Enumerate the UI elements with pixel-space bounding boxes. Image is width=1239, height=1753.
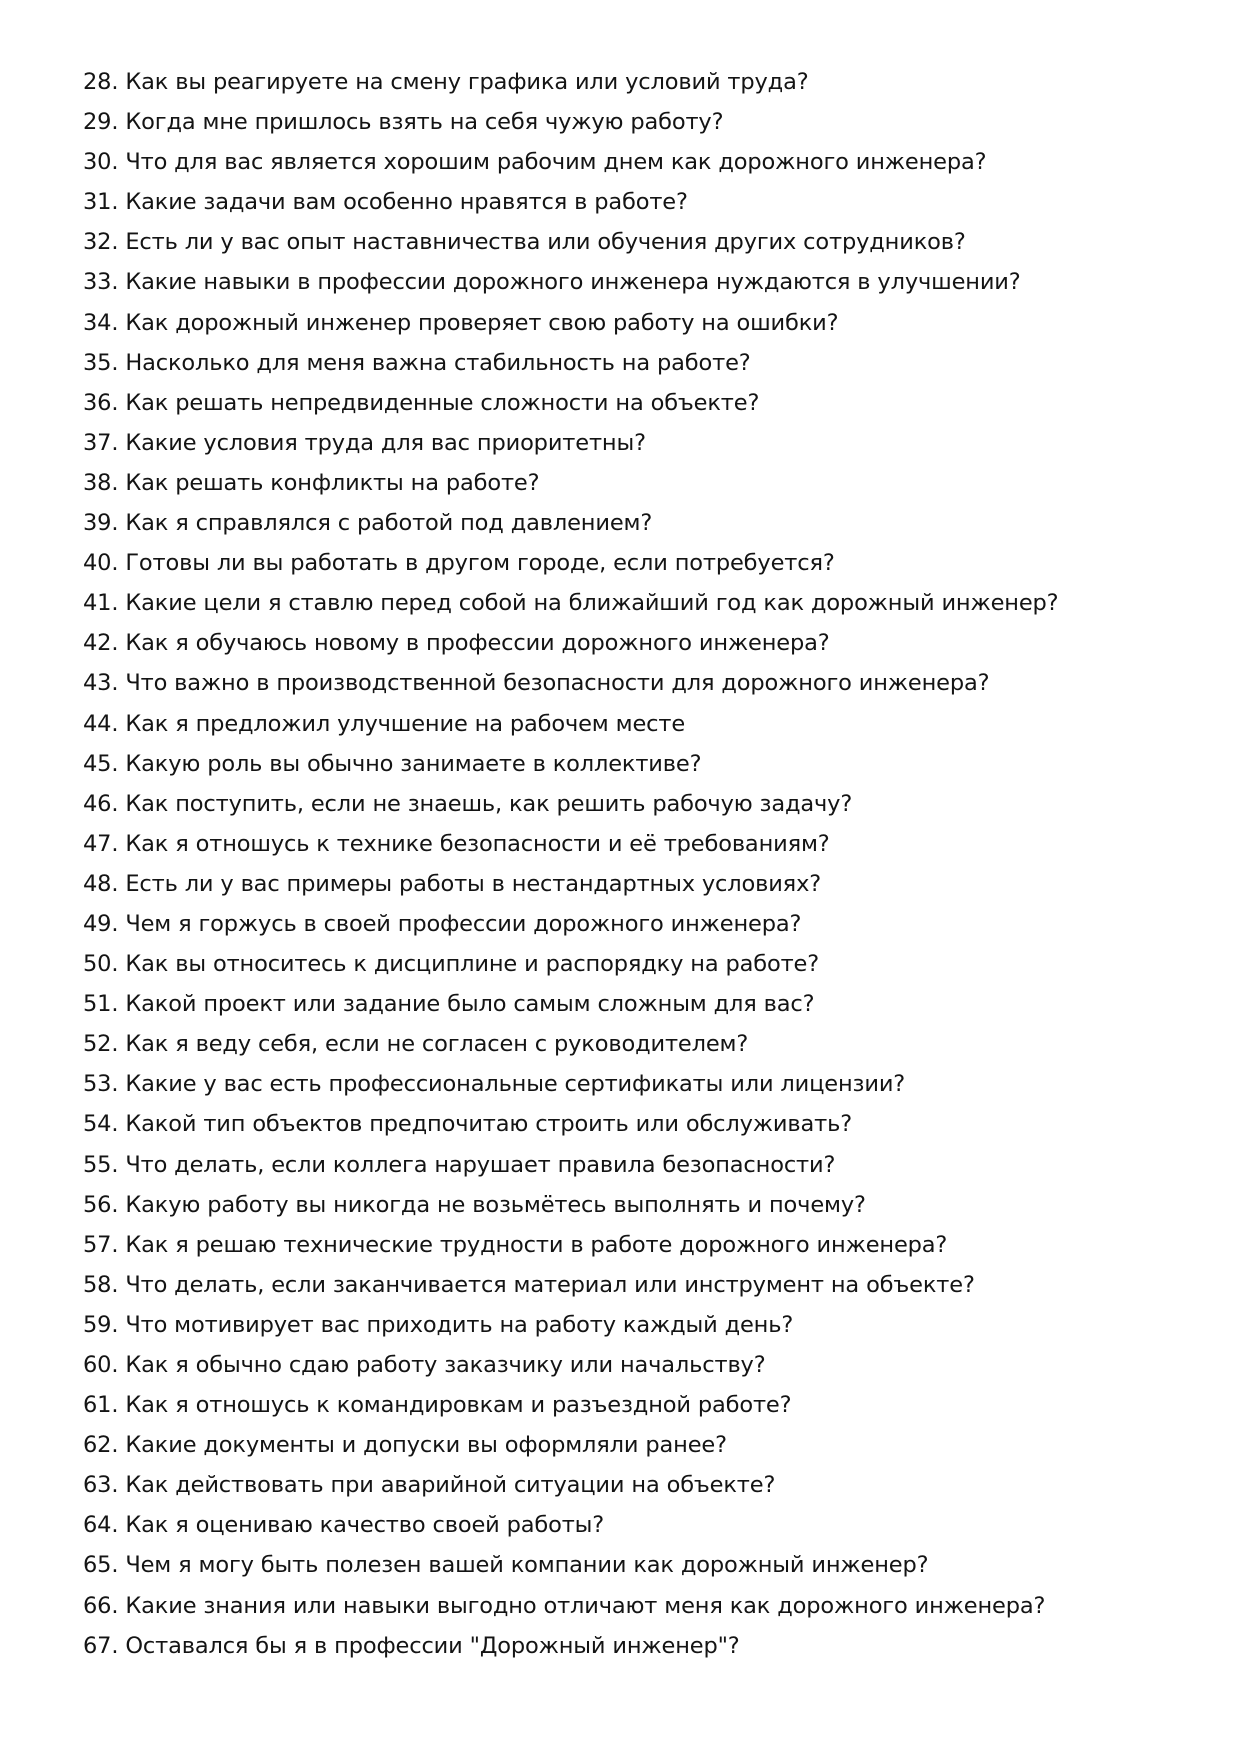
question-item: 61. Как я отношусь к командировкам и разъездной работе?: [83, 1392, 792, 1419]
question-item: 35. Насколько для меня важна стабильность на работе?: [83, 349, 751, 376]
question-item: 32. Есть ли у вас опыт наставничества или обучения других сотрудников?: [83, 229, 966, 256]
question-item: 33. Какие навыки в профессии дорожного инженера нуждаются в улучшении?: [83, 269, 1021, 296]
question-item: 49. Чем я горжусь в своей профессии дорожного инженера?: [83, 910, 802, 937]
question-list: [83, 62, 1203, 1666]
question-item: 60. Как я обычно сдаю работу заказчику или начальству?: [83, 1352, 766, 1378]
question-item: 62. Какие документы и допуски вы оформляли ранее?: [83, 1432, 727, 1459]
question-item: 38. Как решать конфликты на работе?: [83, 469, 540, 496]
question-item: 48. Есть ли у вас примеры работы в нестандартных условиях?: [83, 870, 822, 897]
question-item: 46. Как поступить, если не знаешь, как решить рабочую задачу?: [83, 790, 853, 817]
question-item: 45. Какую роль вы обычно занимаете в коллективе?: [83, 750, 702, 777]
question-item: 54. Какой тип объектов предпочитаю строить или обслуживать?: [83, 1111, 853, 1138]
question-item: 64. Как я оцениваю качество своей работы?: [83, 1512, 605, 1539]
question-item: 31. Какие задачи вам особенно нравятся в работе?: [83, 189, 688, 216]
question-item: 58. Что делать, если заканчивается материал или инструмент на объекте?: [83, 1271, 975, 1298]
question-item: 28. Как вы реагируете на смену графика или условий труда?: [83, 69, 809, 95]
question-item: 63. Как действовать при аварийной ситуации на объекте?: [83, 1472, 776, 1499]
question-item: 52. Как я веду себя, если не согласен с руководителем?: [83, 1031, 749, 1058]
question-item: 55. Что делать, если коллега нарушает правила безопасности?: [83, 1151, 836, 1178]
question-item: 34. Как дорожный инженер проверяет свою работу на ошибки?: [83, 309, 839, 336]
question-item: 66. Какие знания или навыки выгодно отличают меня как дорожного инженера?: [83, 1592, 1046, 1619]
question-item: 37. Какие условия труда для вас приоритетны?: [83, 429, 646, 456]
question-item: 65. Чем я могу быть полезен вашей компании как дорожный инженер?: [83, 1552, 929, 1579]
question-item: 30. Что для вас является хорошим рабочим днем как дорожного инженера?: [83, 149, 987, 176]
question-item: 44. Как я предложил улучшение на рабочем месте: [83, 710, 686, 737]
question-item: 67. Оставался бы я в профессии "Дорожный инженер"?: [83, 1632, 740, 1659]
question-item: 29. Когда мне пришлось взять на себя чужую работу?: [83, 109, 724, 136]
question-item: 40. Готовы ли вы работать в другом городе, если потребуется?: [83, 550, 835, 577]
question-item: 41. Какие цели я ставлю перед собой на ближайший год как дорожный инженер?: [83, 590, 1059, 617]
question-item: 42. Как я обучаюсь новому в профессии дорожного инженера?: [83, 630, 830, 657]
question-item: 43. Что важно в производственной безопасности для дорожного инженера?: [83, 670, 990, 697]
question-item: 57. Как я решаю технические трудности в работе дорожного инженера?: [83, 1231, 948, 1258]
question-item: 50. Как вы относитесь к дисциплине и распорядку на работе?: [83, 951, 820, 978]
question-item: 36. Как решать непредвиденные сложности на объекте?: [83, 389, 760, 416]
question-item: 47. Как я отношусь к технике безопасности и её требованиям?: [83, 830, 830, 857]
question-item: 56. Какую работу вы никогда не возьмётесь выполнять и почему?: [83, 1191, 866, 1218]
question-item: 59. Что мотивирует вас приходить на работу каждый день?: [83, 1311, 794, 1338]
question-item: 51. Какой проект или задание было самым сложным для вас?: [83, 991, 815, 1018]
question-item: 53. Какие у вас есть профессиональные сертификаты или лицензии?: [83, 1071, 906, 1098]
question-item: 39. Как я справлялся с работой под давлением?: [83, 510, 653, 537]
